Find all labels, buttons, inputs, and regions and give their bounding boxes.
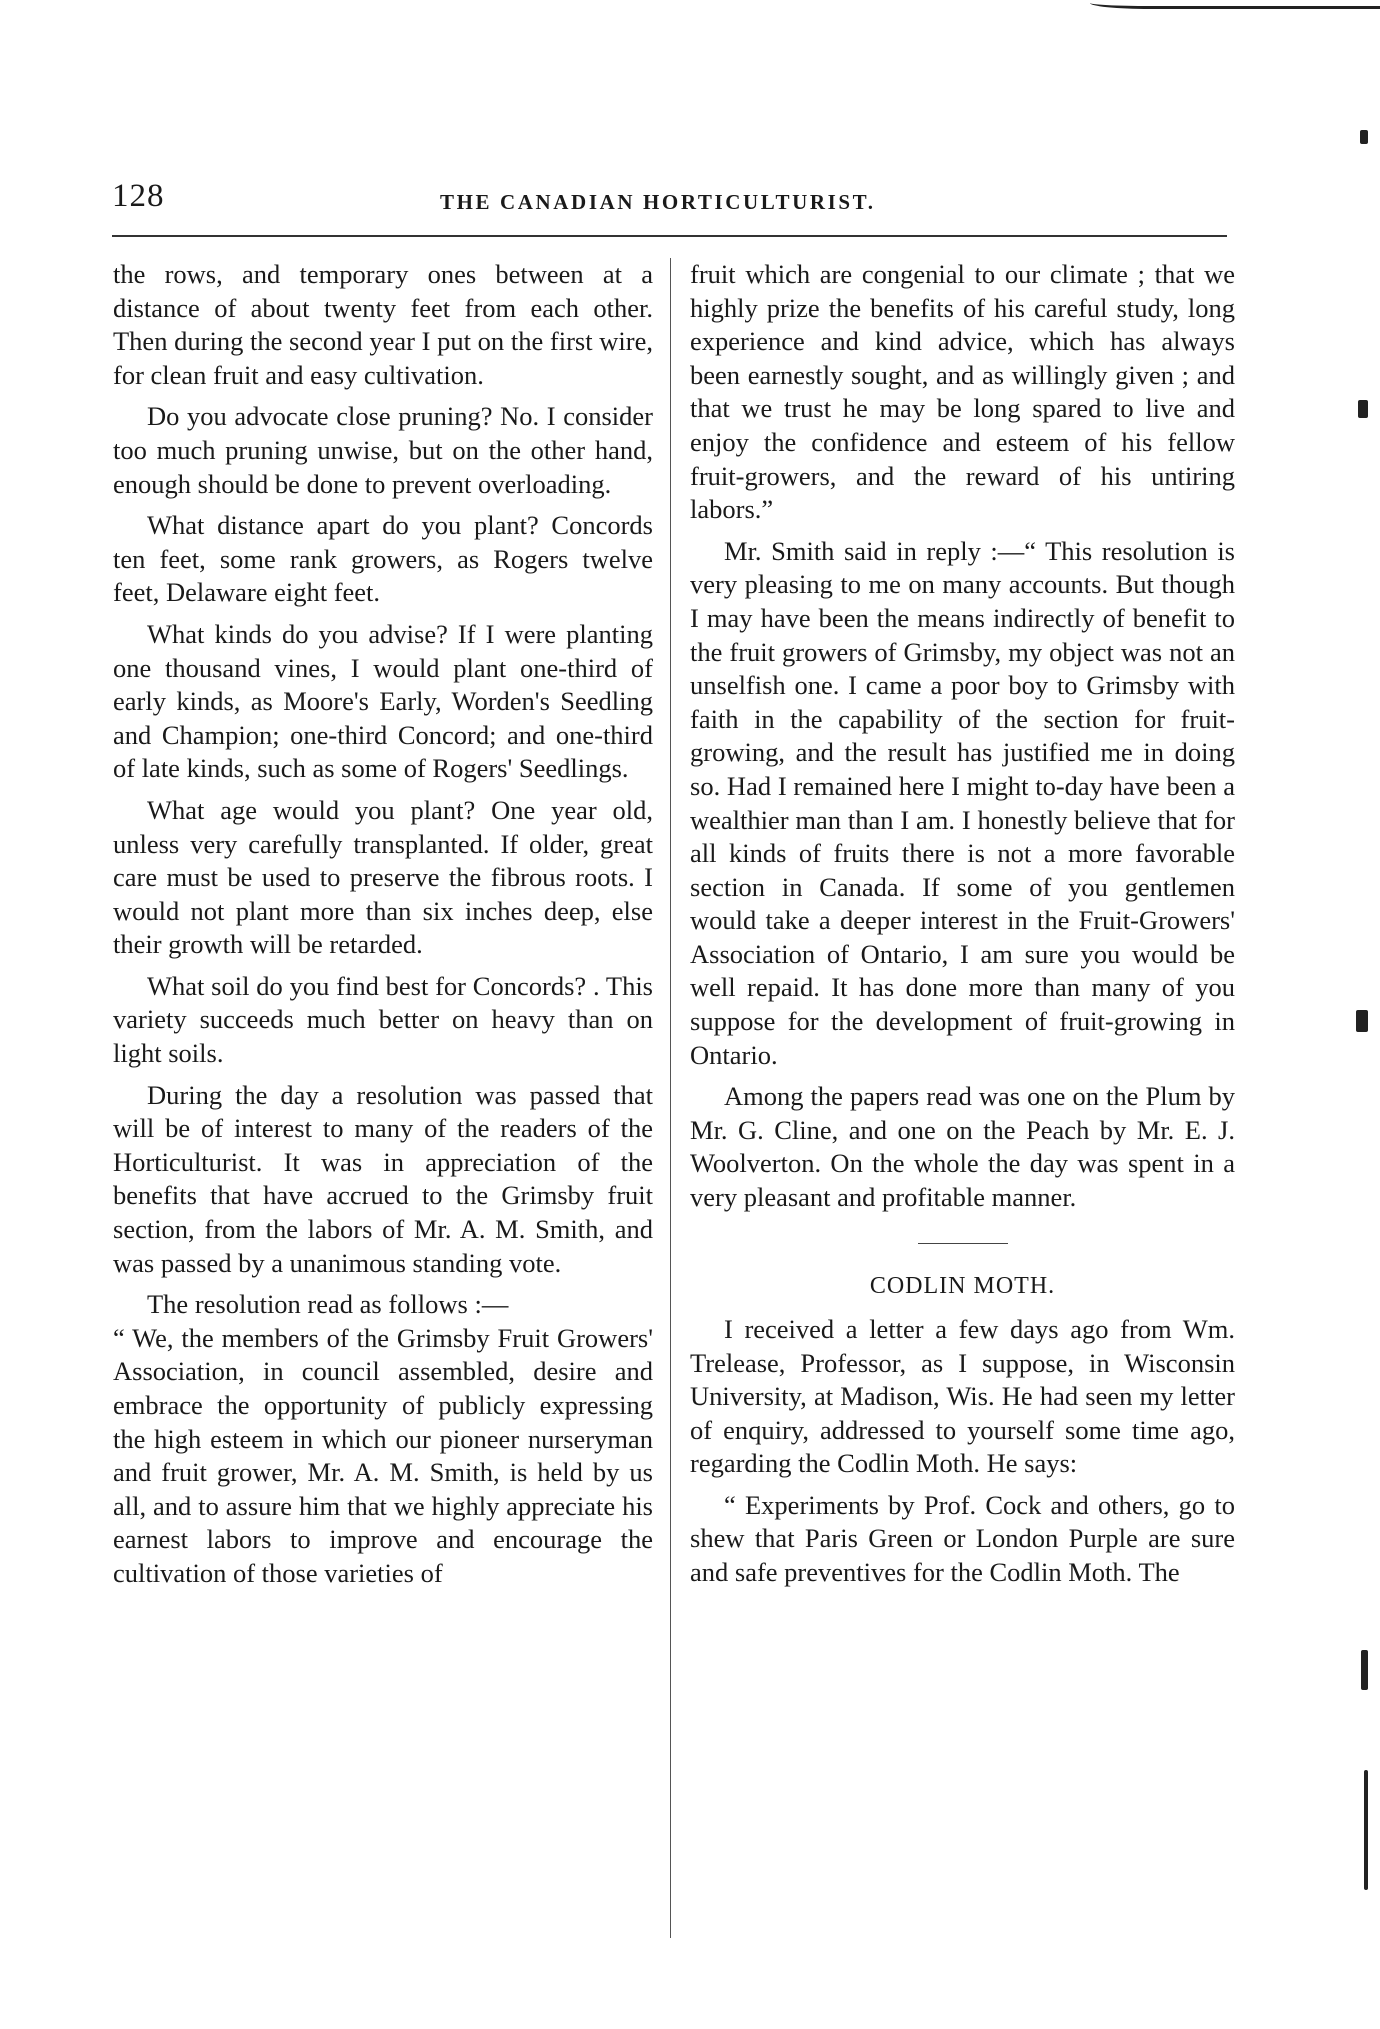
running-head: THE CANADIAN HORTICULTURIST. xyxy=(440,190,876,214)
paragraph: What age would you plant? One year old, unless very carefully transplanted. If older, great care must be used to preserve the fibrous roots. I would not plant more than six inches deep, else their growth will be retarded. xyxy=(113,794,653,960)
header-rule xyxy=(112,235,1227,237)
resolution-quote: “ We, the members of the Grimsby Fruit Growers' Association, in council assembled, desire and embrace the opportunity of publicly expressing the high esteem in which our pioneer nurseryman and fruit grower, Mr. A. M. Smith, is held by us all, and to assure him that we highly appreciate his earnest labors to improve and encourage the cultivation of those varieties of xyxy=(113,1322,653,1588)
section-heading: CODLIN MOTH. xyxy=(869,1272,1056,1299)
page-number: 128 xyxy=(112,178,165,214)
paragraph: The resolution read as follows :— xyxy=(147,1289,509,1320)
paragraph: Among the papers read was one on the Plum by Mr. G. Cline, and one on the Peach by Mr. E. J. Woolverton. On the whole the day was spent in a very pleasant and profitable manner. xyxy=(690,1081,1235,1213)
page-top-edge xyxy=(1090,0,1380,9)
paragraph: I received a letter a few days ago from Wm. Trelease, Professor, as I suppose, in Wisconsin University, at Madison, Wis. He had seen my letter of enquiry, addressed to yourself some time ago, regarding the Codlin Moth. He says: xyxy=(690,1314,1235,1479)
paragraph: Do you advocate close pruning? No. I consider too much pruning unwise, but on the other hand, enough should be done to prevent overloading. xyxy=(113,401,653,499)
paragraph: What kinds do you advise? If I were planting one thousand vines, I would plant one-third of early kinds, as Moore's Early, Worden's Seedling and Champion; one-third Concord; and one-third of late kinds, such as some of Rogers' Seedlings. xyxy=(113,618,653,784)
right-column xyxy=(690,258,1235,1597)
paragraph: “ Experiments by Prof. Cock and others, go to shew that Paris Green or London Purple are sure and safe preventives for the Codlin Moth. The xyxy=(690,1489,1235,1587)
paragraph: the rows, and temporary ones between at a distance of about twenty feet from each other. Then during the second year I put on the first wire, for clean fruit and easy cultivation. xyxy=(113,259,653,390)
scan-mark xyxy=(1358,400,1368,418)
paragraph: fruit which are congenial to our climate ; that we highly prize the benefits of his careful study, long experience and kind advice, which has always been earnestly sought, and as willingly given ; and that we trust he may be long spared to live and enjoy the confidence and esteem of his fellow fruit-growers, and the reward of his untiring labors.” xyxy=(690,259,1235,525)
left-column xyxy=(113,258,653,1599)
scan-mark xyxy=(1361,1650,1368,1690)
section-divider xyxy=(918,1243,1008,1244)
paragraph: Mr. Smith said in reply :—“ This resolution is very pleasing to me on many accounts. But though I may have been the means indirectly of benefit to the fruit growers of Grimsby, my object was not an unselfish one. I came a poor boy to Grimsby with faith in the capability of the section for fruit-growing, and the result has justified me in doing so. Had I remained here I might to-day have been a wealthier man than I am. I honestly believe that for all kinds of fruits there is not a more favorable section in Canada. If some of you gentlemen would take a deeper interest in the Fruit-Growers' Association of Ontario, I am sure you would be well repaid. It has done more than many of you suppose for the development of fruit-growing in Ontario. xyxy=(690,535,1235,1070)
scan-margin-marks xyxy=(1350,130,1368,1730)
paragraph: What soil do you find best for Concords? . This variety succeeds much better on heavy than on light soils. xyxy=(113,970,653,1069)
column-divider xyxy=(670,258,671,1938)
scan-mark xyxy=(1356,1010,1368,1032)
page-header xyxy=(0,178,1380,218)
scan-mark xyxy=(1360,130,1368,144)
scan-mark xyxy=(1364,1770,1368,1890)
paragraph: During the day a resolution was passed that will be of interest to many of the readers of the Horticulturist. It was in appreciation of the benefits that have accrued to the Grimsby fruit section, from the labors of Mr. A. M. Smith, and was passed by a unanimous standing vote. xyxy=(113,1079,653,1278)
paragraph: What distance apart do you plant? Concords ten feet, some rank growers, as Rogers twelve feet, Delaware eight feet. xyxy=(113,510,653,608)
